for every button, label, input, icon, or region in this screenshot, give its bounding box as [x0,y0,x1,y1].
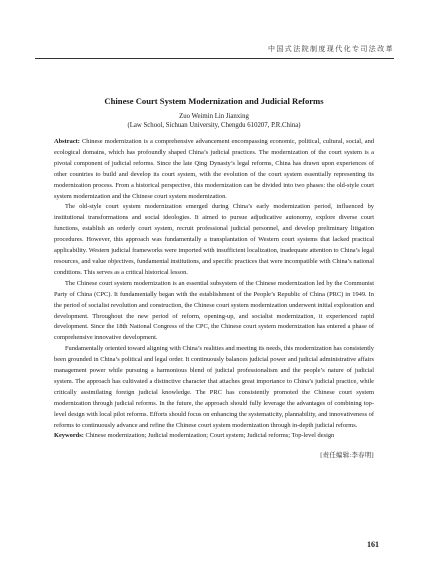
running-header [0,0,427,64]
abstract-text: Chinese modernization is a comprehensive advancement encompassing economic, political, cultural, social, and ecological domains, which has profoundly shaped China’s judicial practices. The modernization of the court system is a pivotal component of judicial reforms. Since the late Qing Dynasty’s legal reforms, China has drawn upon experiences of other countries to build and develop its court system, with the evolution of the court system essentially representing its modernization process. From a historical perspective, this modernization can be divided into two phases: the old-style court system modernization and the Chinese court system modernization. [54,138,374,200]
keywords-label: Keywords: [54,432,84,440]
article-authors: Zuo Weimin Lin Jianxing [179,113,249,120]
body-paragraph-2: The Chinese court system modernization is an essential subsystem of the Chinese modernization led by the Communist Party of China (CPC). It fundamentally began with the establishment of the People’s Republic of China (PRC) in 1949. In the period of socialist revolution and construction, the Chinese court system modernization underwent initial exploration and development. Throughout the new period of reform, opening-up, and socialist modernization, it experienced rapid development. Since the 18th National Congress of the CPC, the Chinese court system modernization has entered a phase of comprehensive innovative development. [54,279,374,342]
article-body [54,96,374,459]
keywords-paragraph [54,431,374,442]
editor-note: [责任编辑:李春明] [320,452,374,460]
keywords-text: Chinese modernization; Judicial modernization; Court system; Judicial reforms; Top-level design [85,432,335,440]
body-paragraph-3: Fundamentally oriented toward aligning with China’s realities and meeting its needs, this modernization has consistently been grounded in China’s political and legal order. It continuously balances judicial power and judicial administrative affairs management power while pursuing a harmonious blend of judicial professionalism and the people’s nature of judicial system. The approach has cultivated a distinctive character that attaches great importance to China’s judicial practice, while critically assimilating foreign judicial knowledge. The PRC has consistently promoted the Chinese court system modernization through judicial reforms. In the future, the approach should fully leverage the advantages of combining top-level design with local pilot reforms. Efforts should focus on enhancing the systematicity, plannability, and innovativeness of reforms to continuously advance and refine the Chinese court system modernization through in-depth judicial reforms. [54,345,374,429]
page-number: 161 [367,540,379,549]
header-rule [35,58,394,59]
article-affiliation: (Law School, Sichuan University, Chengdu 610207, P.R.China) [127,122,301,129]
abstract-label: Abstract: [54,138,80,145]
running-title: 中国式法院制度现代化专司法改革 [268,45,394,53]
abstract-paragraph [54,137,374,202]
article-title: Chinese Court System Modernization and Judicial Reforms [104,96,324,106]
body-paragraph-1: The old-style court system modernization emerged during China’s early modernization period, influenced by institutional transformations and social ideologies. It aimed to pursue adjudicative autonomy, explore diverse court functions, establish an orderly court system, recruit professional judicial personnel, and develop preliminary litigation procedures. However, this approach was fundamentally a transplantation of Western court systems that lacked practical applicability. Western judicial frameworks were imported with insufficient localization, inadequate attention to China’s legal resources, and value objectives, fundamental institutions, and specific practices that were incompatible with China’s national conditions. This serves as a critical historical lesson. [54,203,374,276]
